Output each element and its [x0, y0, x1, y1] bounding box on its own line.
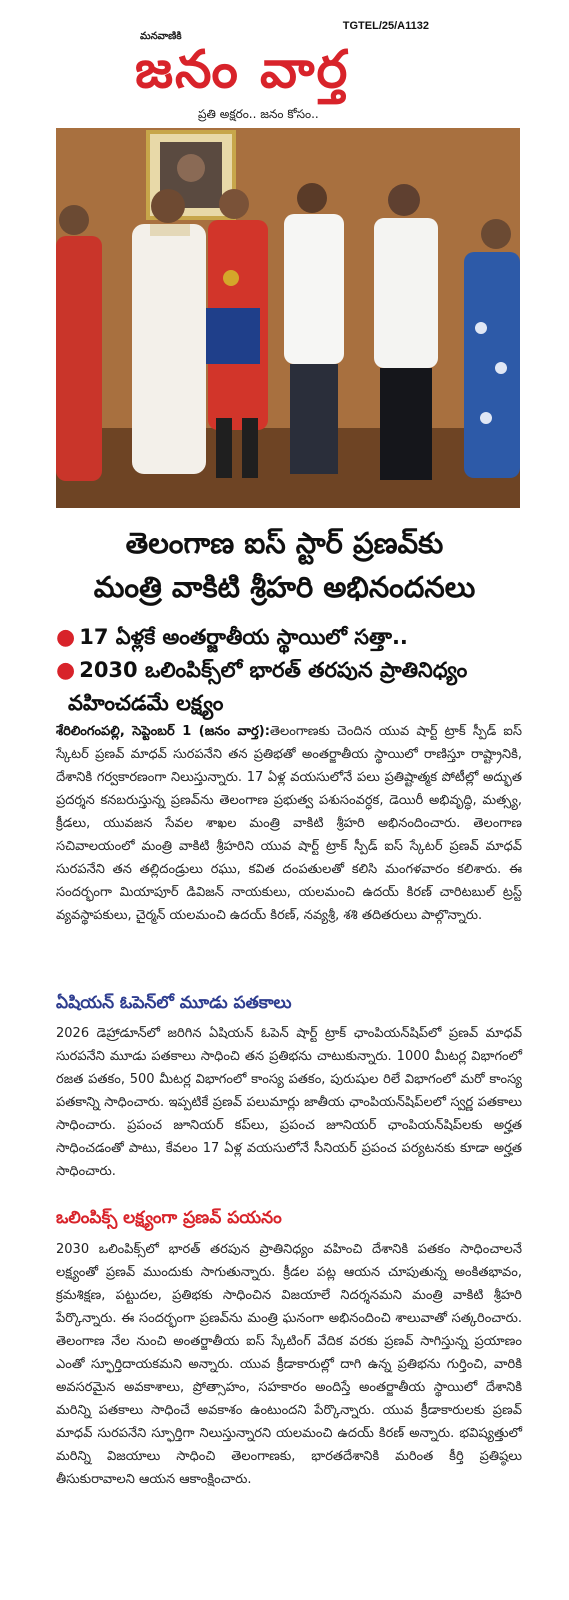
- article-lead: [56, 720, 522, 927]
- article-dateline: శేరిలింగంపల్లి, సెప్టెంబర్ 1 (జనం వార్త):: [56, 724, 270, 739]
- subheading-olympics: ఒలింపిక్స్ లక్ష్యంగా ప్రణవ్ పయనం: [56, 1208, 282, 1228]
- section-olympics-text: 2030 ఒలింపిక్స్‌లో భారత్ తరపున ప్రాతినిధ్యం వహించి దేశానికి పతకం సాధించాలనే లక్ష్యంతో ప్రణవ్ ముందుకు సాగుతున్నారు. క్రీడల పట్ల ఆయన చూపుతున్న అంకితభావం, క్రమశిక్షణ, పట్టుదల, ప్రతిభకు సాధించిన విజయాలే నిదర్శనమని మంత్రి వాకిటి శ్రీహరి పేర్కొన్నారు. ఈ సందర్భంగా ప్రణవ్‌ను మంత్రి ఘనంగా అభినందించి శాలువాతో సత్కరించారు. తెలంగాణ నేల నుంచి అంతర్జాతీయ ఐస్ స్కేటింగ్ వేదిక వరకు ప్రణవ్ సాగిస్తున్న ప్రయాణం ఎంతో స్ఫూర్తిదాయకమని అన్నారు. యువ క్రీడాకారుల్లో దాగి ఉన్న ప్రతిభను గుర్తించి, వారికి అవసరమైన అవకాశాలు, ప్రోత్సాహం, సహకారం అందిస్తే అంతర్జాతీయ స్థాయిలో దేశానికి మరిన్ని పతకాలు సాధించే అవకాశం ఉంటుందని పేర్కొన్నారు. యువ క్రీడాకారులకు ప్రణవ్ మాధవ్ సురపనేని స్ఫూర్తిగా నిలుస్తున్నారని యలమంచి ఉదయ్ కిరణ్ అన్నారు. భవిష్యత్తులో మరిన్ని విజయాలు సాధించి తెలంగాణకు, భారతదేశానికి మరింత కీర్తి ప్రతిష్ఠలు తీసుకురావాలని ఆయన ఆకాంక్షించారు.: [56, 1242, 522, 1487]
- section-asian-open-text: 2026 డెహ్రాడూన్‌లో జరిగిన ఏషియన్ ఓపెన్ షార్ట్ ట్రాక్ ఛాంపియన్‌షిప్‌లో ప్రణవ్ మాధవ్ సురపనేని మూడు పతకాలు సాధించి తన ప్రతిభను చాటుకున్నారు. 1000 మీటర్ల విభాగంలో రజత పతకం, 500 మీటర్ల విభాగంలో కాంస్య పతకం, పురుషుల రిలే విభాగంలో మరో కాంస్య పతకాన్ని సాధించారు. ఇప్పటికే ప్రణవ్ పలుమార్లు జాతీయ ఛాంపియన్‌షిప్‌లలో స్వర్ణ పతకాలు సాధించారు. ప్రపంచ జూనియర్ కప్‌లు, ప్రపంచ జూనియర్ ఛాంపియన్‌షిప్‌లకు అర్హత సాధించడంతో పాటు, కేవలం 17 ఏళ్ల వయసులోనే సీనియర్ ప్రపంచ పర్యటనకు కూడా అర్హత సాధించారు.: [56, 1026, 522, 1179]
- headline-line-2: మంత్రి వాకిటి శ్రీహరి అభినందనలు: [93, 570, 476, 604]
- section-olympics: [56, 1238, 522, 1491]
- section-asian-open: [56, 1022, 522, 1183]
- highlight-text-1: 17 ఏళ్లకే అంతర్జాతీయ స్థాయిలో సత్తా..: [79, 625, 408, 649]
- masthead: [0, 0, 569, 130]
- newspaper-tagline: ప్రతి అక్షరం.. జనం కోసం..: [198, 107, 319, 121]
- subheading-asian-open: ఏషియన్ ఓపెన్‌లో మూడు పతకాలు: [56, 993, 292, 1013]
- highlight-bullet-2: [56, 655, 467, 686]
- bullet-dot-icon: ●: [56, 658, 76, 683]
- news-photo: [56, 128, 520, 508]
- photo-illustration: [56, 128, 520, 508]
- highlight-bullet-1: [56, 622, 408, 653]
- registration-number: TGTEL/25/A1132: [342, 20, 429, 32]
- highlight-text-2-continued: వహించడమే లక్ష్యం: [68, 691, 224, 715]
- headline-line-1: తెలంగాణ ఐస్ స్టార్ ప్రణవ్‌కు: [125, 526, 444, 560]
- highlight-text-2: 2030 ఒలింపిక్స్‌లో భారత్ తరపున ప్రాతినిధ్యం: [79, 658, 468, 682]
- newspaper-logo: జనం వార్త: [135, 40, 350, 100]
- article-intro: తెలంగాణకు చెందిన యువ షార్ట్ ట్రాక్ స్పీడ్ ఐస్ స్కేటర్ ప్రణవ్ మాధవ్ సురపనేని తన ప్రతిభతో అంతర్జాతీయ స్థాయిలో రాణిస్తూ రాష్ట్రానికి, దేశానికి గర్వకారణంగా నిలుస్తున్నారు. 17 ఏళ్ల వయసులోనే పలు ప్రతిష్టాత్మక పోటీల్లో అద్భుత ప్రదర్శన కనబరుస్తున్న ప్రణవ్‌ను తెలంగాణ ప్రభుత్వ పశుసంవర్ధక, డెయిరీ అభివృద్ధి, మత్స్య, క్రీడలు, యువజన సేవల శాఖల మంత్రి వాకిటి శ్రీహరి అభినందించారు. తెలంగాణ సచివాలయంలో మంత్రి వాకిటి శ్రీహరిని యువ షార్ట్ ట్రాక్ స్పీడ్ ఐస్ స్కేటర్ ప్రణవ్ మాధవ్ సురపనేని తన తల్లిదండ్రులు రఘు, కవిత దంపతులతో కలిసి మంగళవారం కలిశారు. ఈ సందర్భంగా మియాపూర్ డివిజన్ నాయకులు, యలమంచి ఉదయ్ కిరణ్ చారిటబుల్ ట్రస్ట్ వ్యవస్థాపకులు, చైర్మన్ యలమంచి ఉదయ్ కిరణ్, నవ్యశ్రీ, శశి తదితరులు పాల్గొన్నారు.: [56, 724, 522, 923]
- masthead-kicker: మనవాణికి: [140, 31, 182, 42]
- bullet-dot-icon: ●: [56, 625, 76, 650]
